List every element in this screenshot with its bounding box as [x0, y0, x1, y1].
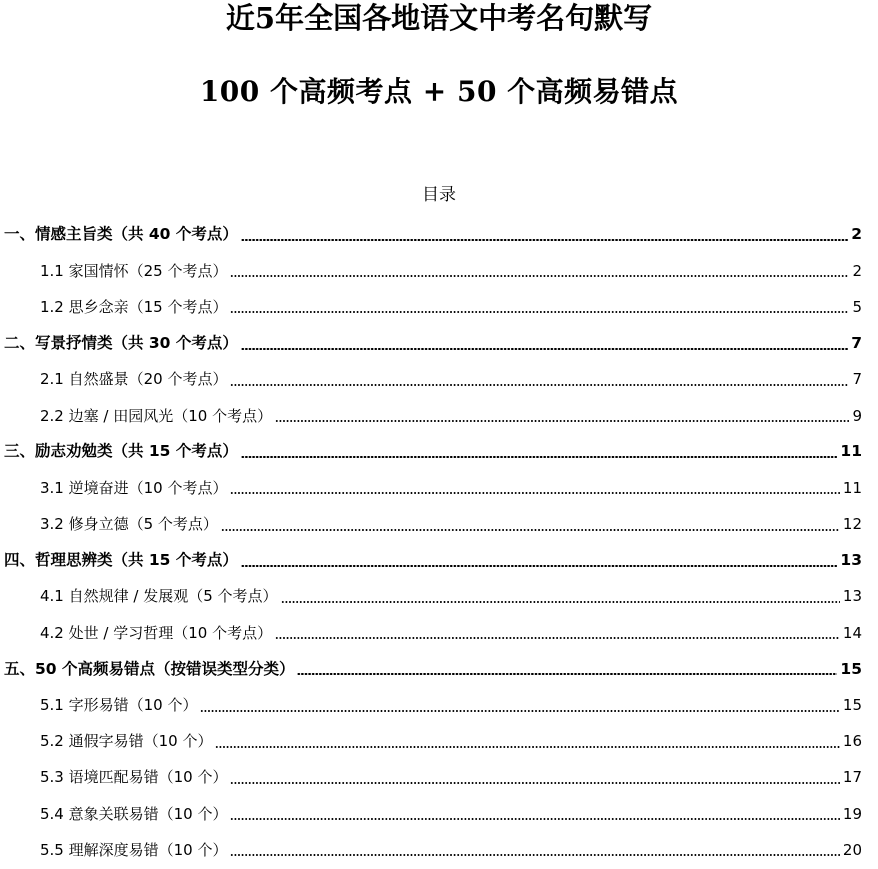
toc-entry-page: 9	[852, 406, 862, 425]
toc-dot-leader	[221, 529, 840, 531]
toc-dot-leader	[215, 746, 839, 748]
toc-dot-leader	[241, 456, 838, 458]
toc-entry-page: 13	[842, 587, 862, 606]
toc-entry[interactable]	[0, 470, 862, 506]
toc-dot-leader	[241, 565, 838, 567]
toc-entry-label: 4.1 自然规律 / 发展观（5 个考点）	[40, 587, 278, 606]
toc-dot-leader	[230, 492, 839, 494]
toc-entry-label: 4.2 处世 / 学习哲理（10 个考点）	[40, 623, 273, 642]
toc-entry-label: 1.1 家国情怀（25 个考点）	[40, 261, 228, 280]
toc-entry[interactable]	[0, 507, 862, 543]
toc-heading: 目录	[422, 185, 456, 205]
toc-dot-leader	[230, 311, 849, 313]
toc-entry[interactable]	[0, 289, 862, 325]
document-subtitle: 100 个高频考点 + 50 个高频易错点	[199, 75, 679, 108]
document-title: 近5年全国各地语文中考名句默写	[225, 1, 653, 35]
toc-entry-page: 20	[842, 840, 862, 859]
toc-entry-label: 3.1 逆境奋进（10 个考点）	[40, 478, 228, 497]
toc-entry[interactable]	[0, 687, 862, 723]
toc-entry-label: 2.2 边塞 / 田园风光（10 个考点）	[40, 406, 273, 425]
table-of-contents	[0, 217, 862, 868]
toc-dot-leader	[275, 420, 849, 422]
toc-entry[interactable]	[0, 543, 862, 579]
toc-entry-label: 5.3 语境匹配易错（10 个）	[40, 768, 228, 787]
toc-entry-page: 11	[842, 478, 862, 497]
toc-entry[interactable]	[0, 760, 862, 796]
toc-entry-label: 5.4 意象关联易错（10 个）	[40, 804, 228, 823]
toc-dot-leader	[230, 818, 839, 820]
toc-entry-page: 17	[842, 768, 862, 787]
toc-entry-page: 11	[840, 442, 862, 461]
toc-dot-leader	[241, 348, 848, 350]
toc-entry[interactable]	[0, 253, 862, 289]
toc-entry[interactable]	[0, 651, 862, 687]
toc-entry-page: 5	[852, 297, 862, 316]
toc-entry[interactable]	[0, 398, 862, 434]
toc-entry-label: 1.2 思乡念亲（15 个考点）	[40, 297, 228, 316]
toc-entry-page: 15	[840, 659, 862, 678]
toc-entry[interactable]	[0, 362, 862, 398]
toc-dot-leader	[200, 710, 839, 712]
toc-entry-page: 15	[842, 696, 862, 715]
toc-dot-leader	[230, 384, 849, 386]
toc-entry[interactable]	[0, 579, 862, 615]
toc-dot-leader	[241, 239, 848, 241]
toc-entry-page: 7	[851, 333, 862, 352]
toc-entry-page: 12	[842, 515, 862, 534]
toc-dot-leader	[281, 601, 840, 603]
toc-entry-page: 2	[851, 225, 862, 244]
toc-entry[interactable]	[0, 217, 862, 253]
toc-entry-label: 四、哲理思辨类（共 15 个考点）	[4, 551, 238, 570]
toc-entry-page: 7	[852, 370, 862, 389]
toc-entry-page: 16	[842, 732, 862, 751]
toc-entry-page: 2	[852, 261, 862, 280]
toc-entry-label: 5.1 字形易错（10 个）	[40, 696, 198, 715]
toc-dot-leader	[230, 275, 849, 277]
toc-entry-label: 一、情感主旨类（共 40 个考点）	[4, 225, 238, 244]
toc-entry-label: 3.2 修身立德（5 个考点）	[40, 515, 218, 534]
toc-entry-label: 二、写景抒情类（共 30 个考点）	[4, 333, 238, 352]
toc-entry-label: 5.5 理解深度易错（10 个）	[40, 840, 228, 859]
toc-entry-page: 19	[842, 804, 862, 823]
toc-entry-label: 5.2 通假字易错（10 个）	[40, 732, 213, 751]
toc-entry-label: 三、励志劝勉类（共 15 个考点）	[4, 442, 238, 461]
toc-entry-label: 2.1 自然盛景（20 个考点）	[40, 370, 228, 389]
toc-entry-page: 13	[840, 551, 862, 570]
toc-dot-leader	[275, 637, 840, 639]
toc-dot-leader	[230, 782, 839, 784]
toc-entry[interactable]	[0, 832, 862, 868]
toc-entry-page: 14	[842, 623, 862, 642]
toc-dot-leader	[297, 673, 837, 675]
toc-entry[interactable]	[0, 724, 862, 760]
toc-entry[interactable]	[0, 796, 862, 832]
toc-dot-leader	[230, 854, 839, 856]
toc-entry[interactable]	[0, 326, 862, 362]
toc-entry[interactable]	[0, 434, 862, 470]
toc-entry-label: 五、50 个高频易错点（按错误类型分类）	[4, 659, 295, 678]
toc-entry[interactable]	[0, 615, 862, 651]
